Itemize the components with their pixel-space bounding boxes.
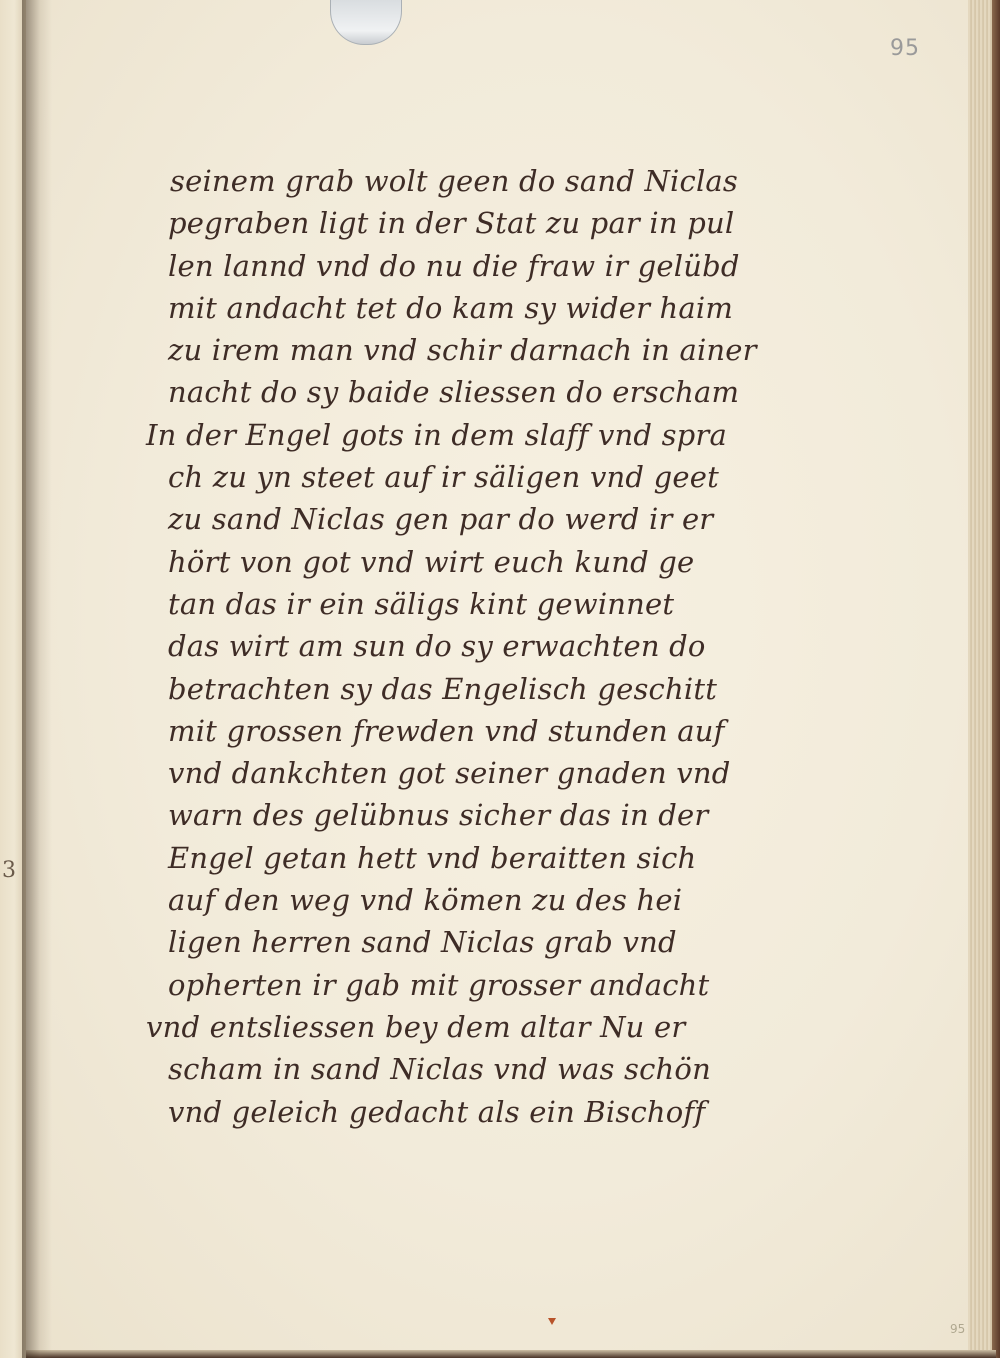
red-marker-icon	[548, 1318, 556, 1325]
text-line: vnd entsliessen bey dem altar Nu er	[146, 1009, 686, 1044]
text-line: zu sand Niclas gen par do werd ir er	[168, 502, 714, 537]
left-margin-mark: 3	[2, 858, 16, 883]
binding-edge	[992, 0, 1000, 1358]
folio-number-bottom: 95	[950, 1322, 966, 1336]
text-block	[140, 160, 800, 1133]
text-line: ligen herren sand Niclas grab vnd	[168, 925, 677, 960]
page-bottom-edge	[26, 1350, 996, 1358]
text-line: mit grossen frewden vnd stunden auf	[168, 713, 725, 748]
text-line: seinem grab wolt geen do sand Niclas	[170, 164, 738, 198]
text-line: In der Engel gots in dem slaff vnd spra	[146, 417, 727, 452]
folio-number: 95	[890, 36, 920, 61]
text-line: nacht do sy baide sliessen do erscham	[168, 375, 740, 410]
text-line: scham in sand Niclas vnd was schön	[168, 1052, 711, 1087]
text-line: len lannd vnd do nu die fraw ir gelübd	[168, 248, 740, 283]
gutter-shadow	[22, 0, 52, 1358]
text-line: pegraben ligt in der Stat zu par in pul	[168, 206, 735, 241]
text-line: Engel getan hett vnd beraitten sich	[168, 840, 697, 875]
text-line: das wirt am sun do sy erwachten do	[168, 629, 706, 664]
text-line: vnd dankchten got seiner gnaden vnd	[168, 756, 731, 791]
text-line: mit andacht tet do kam sy wider haim	[168, 290, 734, 325]
text-line: hört von got vnd wirt euch kund ge	[168, 544, 695, 579]
text-line: tan das ir ein säligs kint gewinnet	[168, 586, 675, 621]
text-line: auf den weg vnd kömen zu des hei	[168, 883, 683, 918]
text-line: opherten ir gab mit grosser andacht	[168, 967, 710, 1002]
text-line: betrachten sy das Engelisch geschitt	[168, 671, 718, 706]
text-line: vnd geleich gedacht als ein Bischoff	[168, 1094, 706, 1129]
text-line: ch zu yn steet auf ir säligen vnd geet	[168, 460, 719, 495]
text-line: zu irem man vnd schir darnach in ainer	[168, 333, 757, 368]
text-line: warn des gelübnus sicher das in der	[168, 798, 709, 833]
